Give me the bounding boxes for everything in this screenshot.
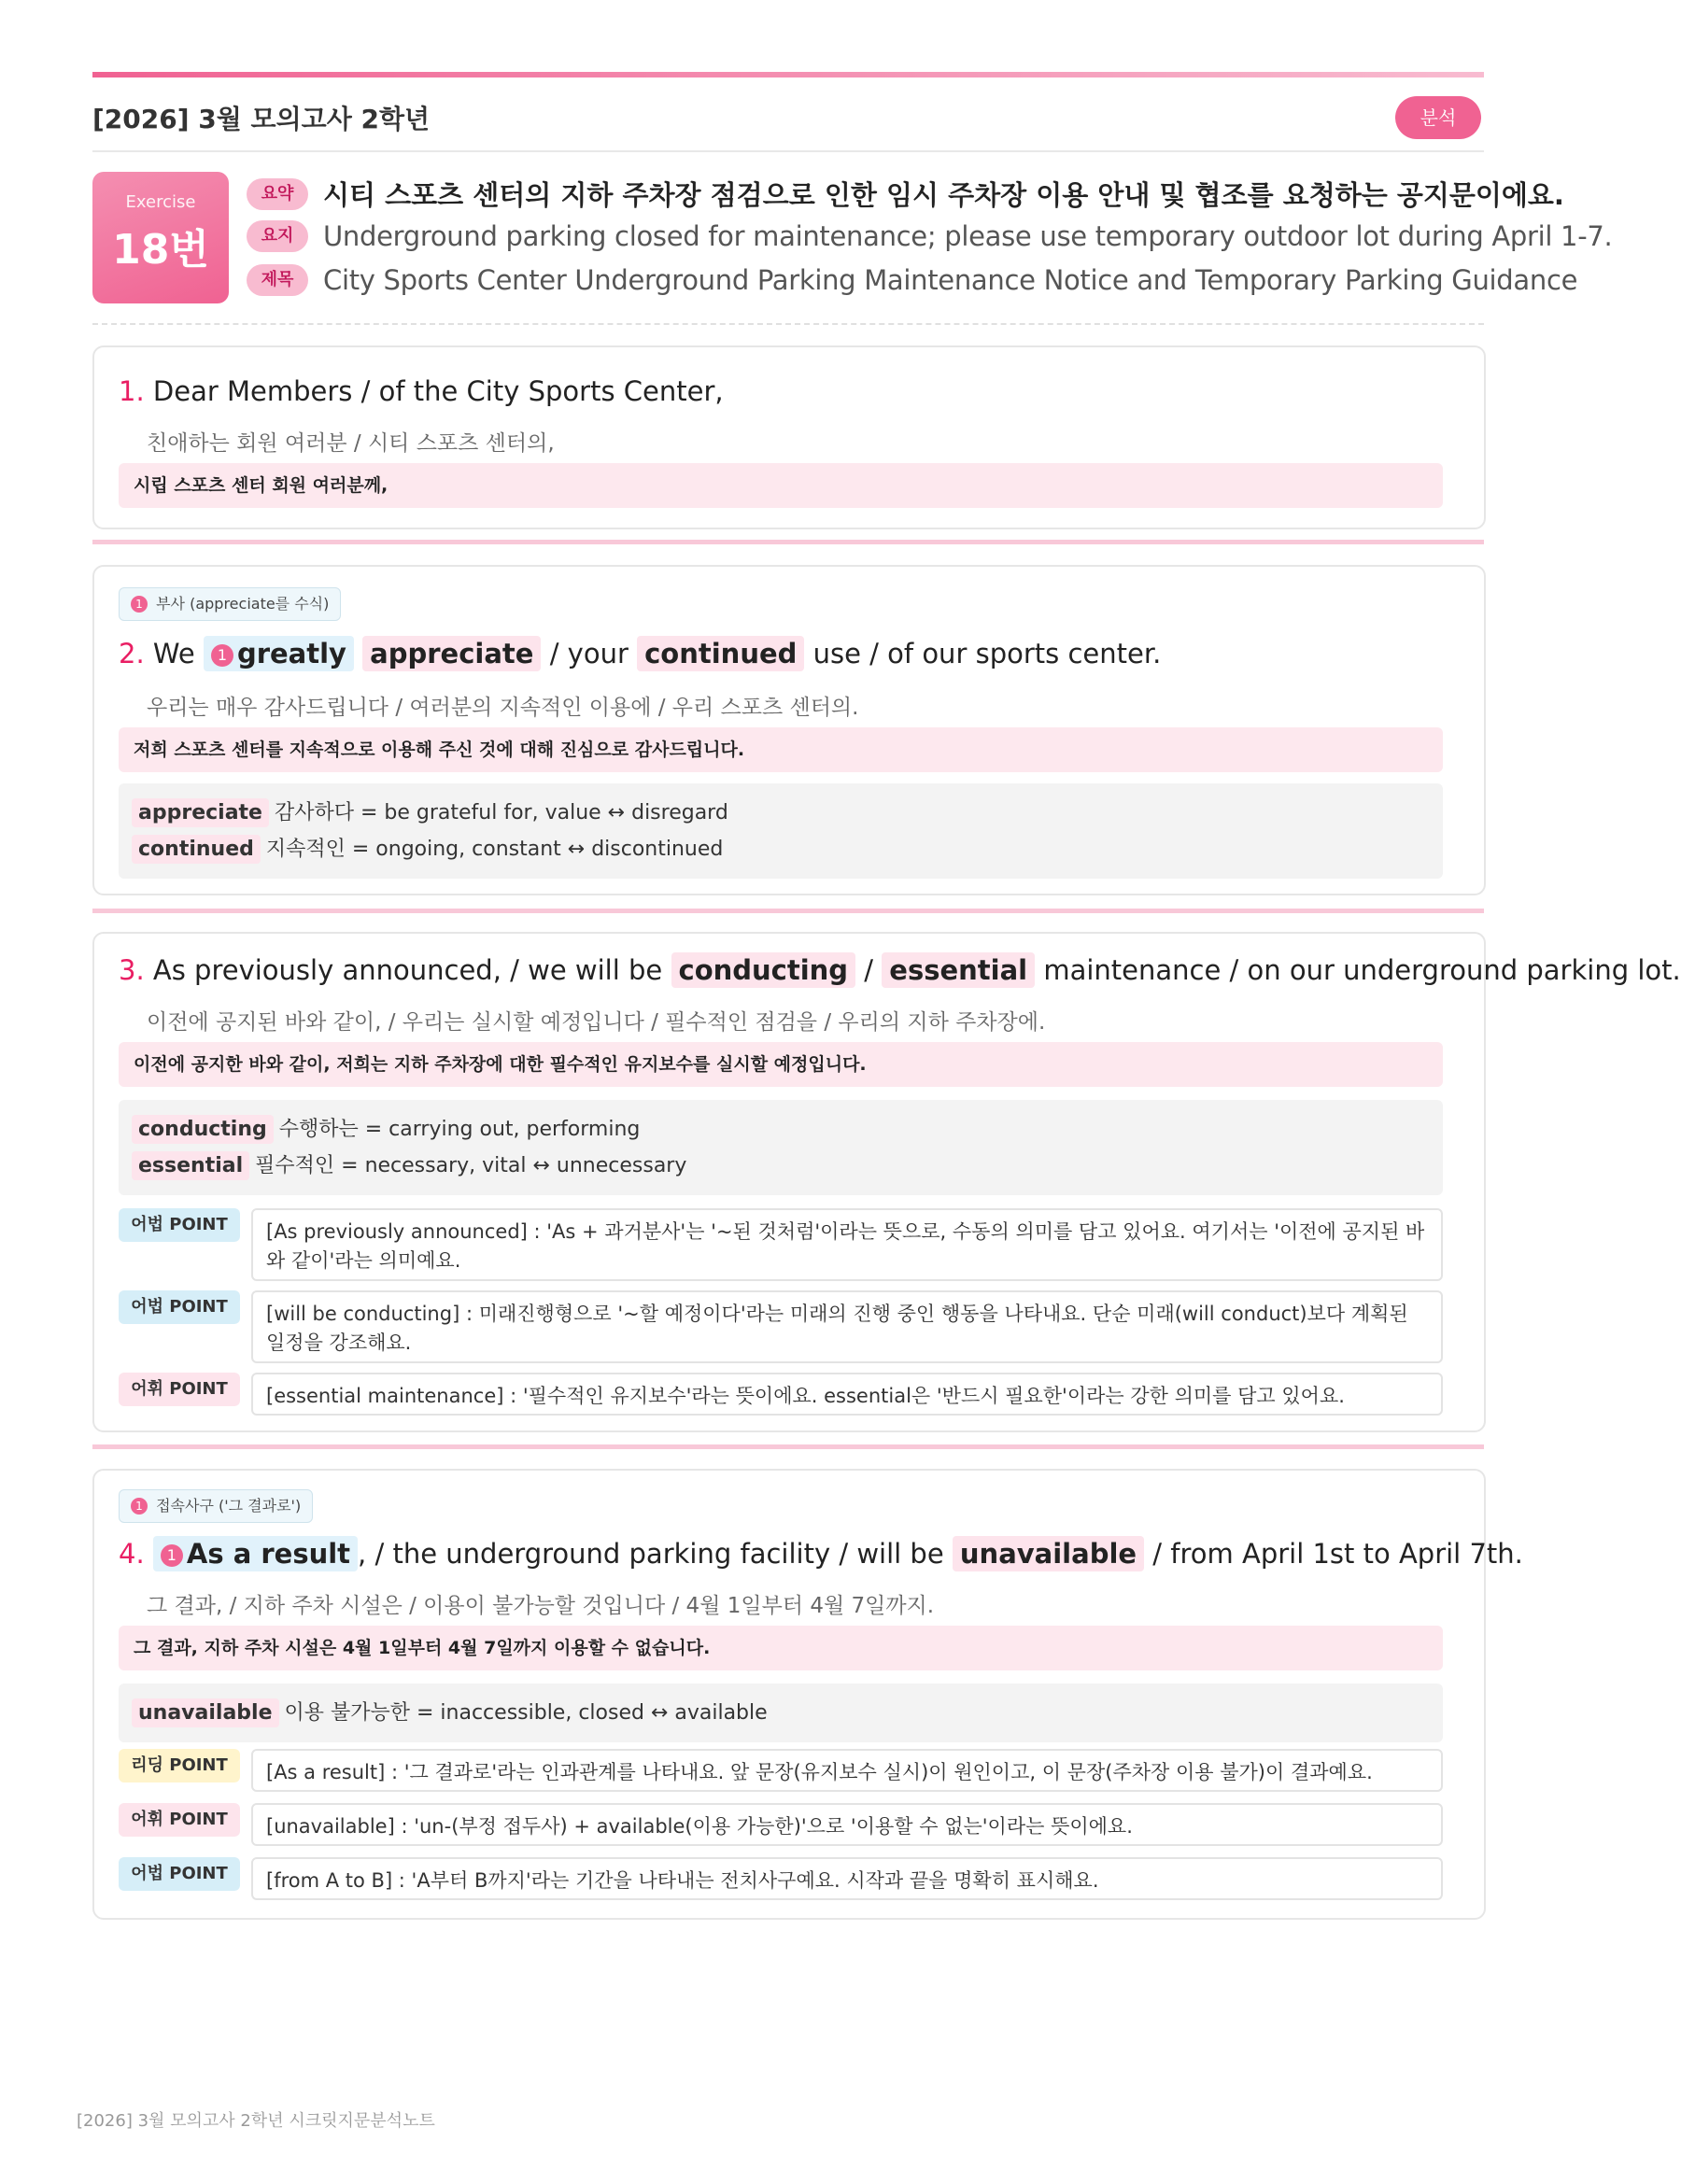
sentence-fragment: / your [549,638,629,669]
sentence-fragment: maintenance / on our underground parking lot. [1043,954,1681,986]
vocab-box [119,783,1443,879]
highlight-word: appreciate [370,638,534,669]
sentence-fragment: We [152,638,195,669]
title-text: City Sports Center Underground Parking Maintenance Notice and Temporary Parking Guidance [323,264,1578,296]
summary-main-row [247,220,1612,252]
grammar-highlight [153,1536,358,1571]
sentence-fragment: As previously announced, / we will be [152,954,663,986]
highlight-word: unavailable [959,1538,1137,1570]
summary-divider [92,323,1484,325]
vocab-row [132,1695,1430,1731]
free-translation: 저희 스포츠 센터를 지속적으로 이용해 주신 것에 대해 진심으로 감사드립니다. [119,727,1443,772]
highlight-word: greatly [236,638,346,669]
literal-translation: 우리는 매우 감사드립니다 / 여러분의 지속적인 이용에 / 우리 스포츠 센터의. [147,696,859,720]
exercise-number: 18번 [112,226,209,274]
vocab-highlight [671,952,856,988]
point-explanation: [As a result] : '그 결과로'라는 인과관계를 나타내요. 앞 문장(유지보수 실시)이 원인이고, 이 문장(주차장 이용 불가)이 결과예요. [251,1749,1443,1792]
sentence-fragment: , / the underground parking facility / will be [358,1538,944,1570]
vocab-def: 수행하는 = carrying out, performing [278,1118,641,1141]
vocab-highlight [882,952,1035,988]
highlight-word: essential [889,954,1028,986]
sentence-number: 1. [119,375,145,407]
vocab-word: unavailable [132,1698,279,1727]
free-translation: 시립 스포츠 센터 회원 여러분께, [119,463,1443,508]
vocab-point-label: 어휘 POINT [119,1803,240,1837]
sentence-text: Dear Members / of the City Sports Center, [152,375,724,407]
exercise-box [92,172,229,303]
vocab-def: 감사하다 = be grateful for, value ↔ disregard [274,801,728,824]
vocab-highlight [362,636,541,671]
grammar-point-label: 어법 POINT [119,1857,240,1891]
grammar-tag-text: 부사 (appreciate를 수식) [156,595,330,613]
reading-point-label: 리딩 POINT [119,1749,240,1782]
point-explanation: [from A to B] : 'A부터 B까지'라는 기간을 나타내는 전치사구예요. 시작과 끝을 명확히 표시해요. [251,1857,1443,1900]
vocab-highlight [953,1536,1144,1571]
header-divider [92,150,1484,152]
main-tag: 요지 [247,220,308,252]
grammar-point-label: 어법 POINT [119,1208,240,1242]
marker-1-icon: 1 [161,1544,183,1567]
highlight-word: As a result [186,1538,351,1570]
highlight-word: conducting [678,954,849,986]
summary-title-row [247,264,1577,296]
sentence-card-3 [92,932,1681,1432]
sentence-number: 2. [119,638,145,669]
vocab-word: essential [132,1151,249,1180]
literal-translation: 이전에 공지된 바와 같이, / 우리는 실시할 예정입니다 / 필수적인 점검을 / 우리의 지하 주차장에. [147,1010,1046,1035]
literal-translation: 친애하는 회원 여러분 / 시티 스포츠 센터의, [147,431,555,456]
highlight-word: continued [644,638,798,669]
sentence-english [119,954,1681,986]
literal-translation: 그 결과, / 지하 주차 시설은 / 이용이 불가능할 것입니다 / 4월 1일부터 4월 7일까지. [147,1594,935,1618]
sentence-english [119,375,724,407]
summary-gist-row [247,175,1564,213]
sentence-card-4 [92,1469,1523,1920]
sentence-number: 3. [119,954,145,986]
marker-1-icon: 1 [211,644,233,667]
point-explanation: [As previously announced] : 'As + 과거분사'는 '~된 것처럼'이라는 뜻으로, 수동의 의미를 담고 있어요. 여기서는 '이전에 공지된 바와 같이'라는 의미예요. [251,1208,1443,1281]
grammar-tag [119,1489,313,1523]
sentence-fragment: use / of our sports center. [812,638,1162,669]
free-translation: 그 결과, 지하 주차 시설은 4월 1일부터 4월 7일까지 이용할 수 없습니다. [119,1626,1443,1670]
grammar-point-label: 어법 POINT [119,1290,240,1324]
exercise-label: Exercise [125,192,196,212]
vocab-word: appreciate [132,798,269,827]
vocab-row [132,1148,1430,1184]
gist-tag: 요약 [247,178,308,210]
point-explanation: [essential maintenance] : '필수적인 유지보수'라는 뜻이에요. essential은 '반드시 필요한'이라는 강한 의미를 담고 있어요. [251,1373,1443,1416]
header-accent-bar [92,72,1484,77]
vocab-def: 지속적인 = ongoing, constant ↔ discontinued [265,838,724,861]
vocab-box [119,1100,1443,1195]
vocab-def: 이용 불가능한 = inaccessible, closed ↔ available [284,1701,768,1725]
grammar-highlight [204,636,354,671]
main-text: Underground parking closed for maintenance; please use temporary outdoor lot during April 1-7. [323,220,1613,252]
marker-1-icon: 1 [131,596,148,613]
grammar-tag-text: 접속사구 ('그 결과로') [156,1497,302,1515]
vocab-box [119,1684,1443,1742]
sentence-card-1 [92,345,1486,529]
grammar-tag [119,587,341,621]
point-explanation: [unavailable] : 'un-(부정 접두사) + available(이용 가능한)'으로 '이용할 수 없는'이라는 뜻이에요. [251,1803,1443,1846]
sentence-english [119,1538,1523,1570]
vocab-def: 필수적인 = necessary, vital ↔ unnecessary [255,1154,687,1177]
vocab-row [132,831,1430,867]
vocab-row [132,795,1430,831]
point-explanation: [will be conducting] : 미래진행형으로 '~할 예정이다'라는 미래의 진행 중인 행동을 나타내요. 단순 미래(will conduct)보다 계획된 일정을 강조해요. [251,1290,1443,1363]
sentence-fragment: / from April 1st to April 7th. [1152,1538,1523,1570]
section-separator [92,1444,1484,1449]
gist-text: 시티 스포츠 센터의 지하 주차장 점검으로 인한 임시 주차장 이용 안내 및 협조를 요청하는 공지문이에요. [323,179,1564,211]
vocab-row [132,1111,1430,1148]
sentence-english [119,638,1161,669]
section-separator [92,540,1484,544]
sentence-fragment: / [864,954,874,986]
page-title: [2026] 3월 모의고사 2학년 [92,104,431,134]
free-translation: 이전에 공지한 바와 같이, 저희는 지하 주차장에 대한 필수적인 유지보수를 실시할 예정입니다. [119,1042,1443,1087]
marker-1-icon: 1 [131,1498,148,1515]
analysis-badge[interactable]: 분석 [1395,96,1481,139]
vocab-word: conducting [132,1115,274,1144]
page-footer: [2026] 3월 모의고사 2학년 시크릿지문분석노트 [77,2111,435,2131]
vocab-word: continued [132,835,261,864]
title-tag: 제목 [247,264,308,296]
section-separator [92,909,1484,913]
sentence-number: 4. [119,1538,145,1570]
sentence-card-2 [92,565,1486,895]
vocab-point-label: 어휘 POINT [119,1373,240,1406]
vocab-highlight [637,636,804,671]
